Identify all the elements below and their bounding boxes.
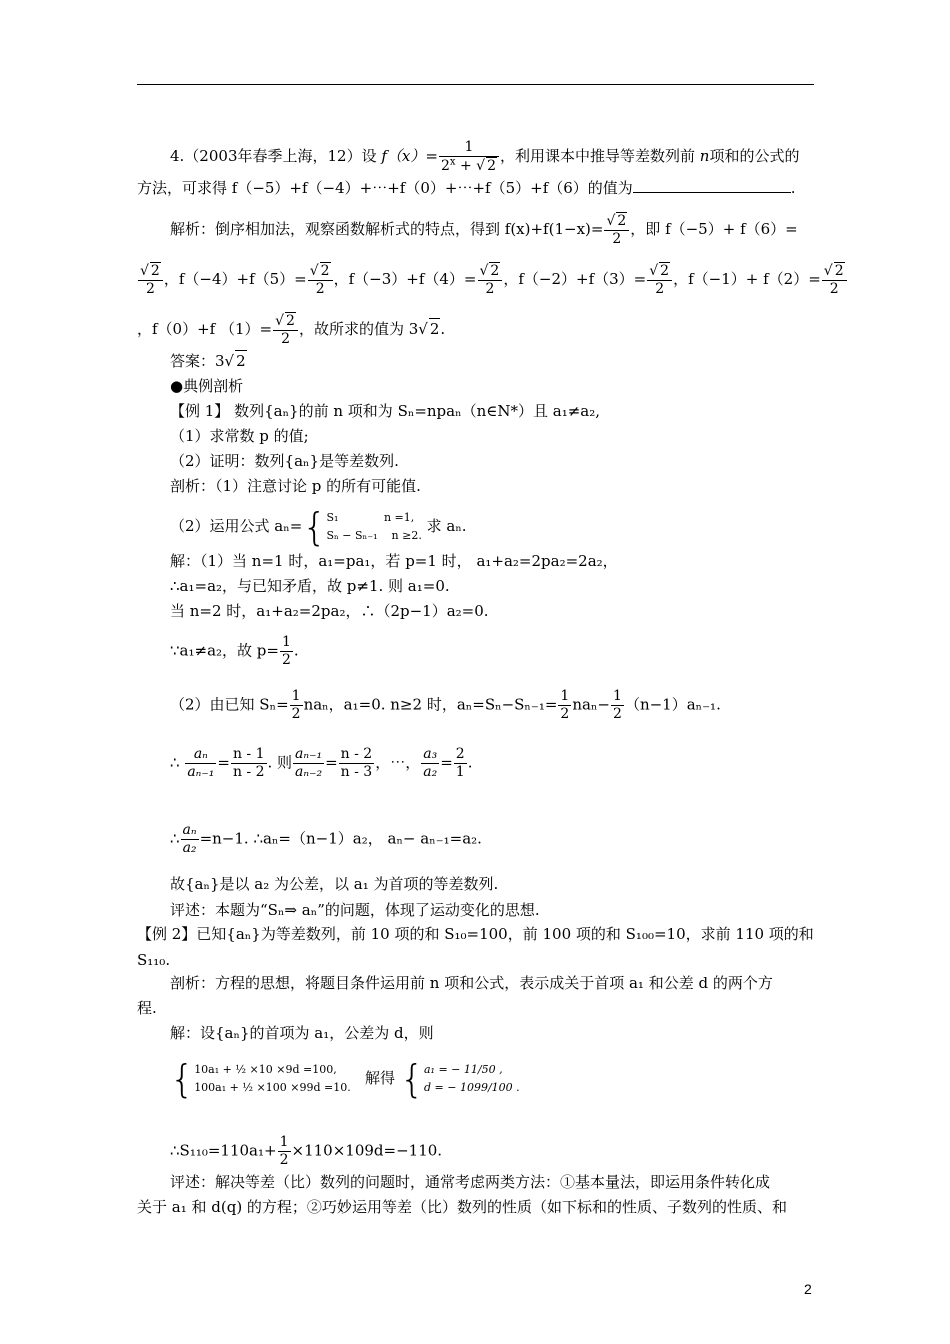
example1-analysis2: （2）运用公式 aₙ={S₁ n =1, Sₙ − Sₙ₋₁ n ≥2. 求 aₙ. [170,505,467,549]
solution-line6: ∴ $\frac{\text{aₙ}}{\text{aₙ₋₁}}$ = $\frac{n - 1}{n - 2}$ . 则 $\frac{\text{aₙ₋₁}}{\text{aₙ₋₂}}$ = $\frac{n - 2}{n - 3}$ ，⋯， $\frac{\text{a₃}}{\text{a₂}}$ = $\frac{2}{1}$ . [170,746,473,780]
analysis-line3: ，f（0）+f （1）= $\frac{√ 2}{2}$ ，故所求的值为 3√ 2. [137,313,446,347]
solution-line4: ∵a₁≠a₂，故 p= $\frac{1}{2}$ . [170,634,299,668]
example2-statement-cont: S₁₁₀. [137,951,171,969]
example2-solution-intro: 解：设{aₙ}的首项为 a₁，公差为 d，则 [170,1024,434,1042]
example2-analysis-cont: 程. [137,999,157,1017]
solution-line5: （2）由已知 Sₙ= $\frac{1}{2}$ naₙ，a₁=0. n≥2 时，aₙ=Sₙ−Sₙ₋₁= $\frac{1}{2}$ naₙ− $\frac{1}{2}$ （n−1）aₙ₋₁. [170,688,721,722]
piecewise-formula: S₁ n =1, Sₙ − Sₙ₋₁ n ≥2. [326,511,422,542]
fraction: $\frac{√ 2}{2}$ [604,212,629,248]
solution-conclusion: 故{aₙ}是以 a₂ 为公差，以 a₁ 为首项的等差数列. [170,875,499,893]
example1-statement: 【例 1】 数列{aₙ}的前 n 项和为 Sₙ=npaₙ（n∈N*）且 a₁≠a₂, [170,402,600,420]
equation-system: {10a₁ + ½ ×10 ×9d =100, 100a₁ + ½ ×100 ×99d =10. 解得 {a₁ = − 11/50 , d = − 1099/100 . [170,1057,520,1101]
section-title: ●典例剖析 [170,377,244,395]
example1-part2: （2）证明：数列{aₙ}是等差数列. [170,452,399,470]
solution-line7: ∴ $\frac{\text{aₙ}}{\text{a₂}}$ =n−1. ∴aₙ=（n−1）a₂， aₙ− aₙ₋₁=a₂. [170,822,482,856]
header-rule [137,84,814,85]
problem4-line1: 4.（2003年春季上海，12）设 f（x）= $\frac{1}{2^x + √ 2}$ ，利用课本中推导等差数列前 n项和的公式的 [170,139,800,174]
analysis-line2: $\frac{√ 2}{2}$ ，f（−4）+f（5）= $\frac{√ 2}{2}$ ，f（−3）+f（4）= $\frac{√ 2}{2}$ ，f（−2）+f（3）= $\frac{√ 2}{2}$ ，f（−1）+ f（2）= $\frac{√ 2}{2}$ [137,262,848,298]
example1-comment: 评述：本题为“Sₙ⇒ aₙ”的问题，体现了运动变化的思想. [170,901,540,919]
problem4-line2: 方法，可求得 f（−5）+f（−4）+⋯+f（0）+⋯+f（5）+f（6）的值为 . [137,179,796,197]
example2-comment-cont: 关于 a₁ 和 d(q) 的方程；②巧妙运用等差（比）数列的性质（如下标和的性质、子数列的性质、和 [137,1198,787,1216]
analysis-line1: 解析：倒序相加法，观察函数解析式的特点，得到 f(x)+f(1−x)= $\frac{√ 2}{2}$ ，即 f（−5）+ f（6）= [170,213,798,247]
solution-line3: 当 n=2 时，a₁+a₂=2pa₂，∴（2p−1）a₂=0. [170,602,489,620]
page-number: 2 [804,1281,812,1297]
example2-analysis: 剖析：方程的思想，将题目条件运用前 n 项和公式，表示成关于首项 a₁ 和公差 d 的两个方 [170,974,773,992]
example2-result: ∴S₁₁₀=110a₁+ $\frac{1}{2}$ ×110×109d=−110. [170,1134,443,1168]
answer-line: 答案：3√ 2 [170,352,246,370]
answer-blank [633,179,791,193]
example2-statement: 【例 2】已知{aₙ}为等差数列，前 10 项的和 S₁₀=100，前 100 项的和 S₁₀₀=10，求前 110 项的和 [137,925,814,943]
example1-part1: （1）求常数 p 的值; [170,427,309,445]
solution-line1: 解：（1）当 n=1 时，a₁=pa₁，若 p=1 时， a₁+a₂=2pa₂=2a₂， [170,552,618,570]
fraction: $\frac{1}{2^x + √ 2}$ [439,139,499,175]
example1-analysis1: 剖析：（1）注意讨论 p 的所有可能值. [170,477,421,495]
solution-line2: ∴a₁=a₂，与已知矛盾，故 p≠1. 则 a₁=0. [170,577,450,595]
example2-comment: 评述：解决等差（比）数列的问题时，通常考虑两类方法：①基本量法，即运用条件转化成 [170,1173,771,1191]
